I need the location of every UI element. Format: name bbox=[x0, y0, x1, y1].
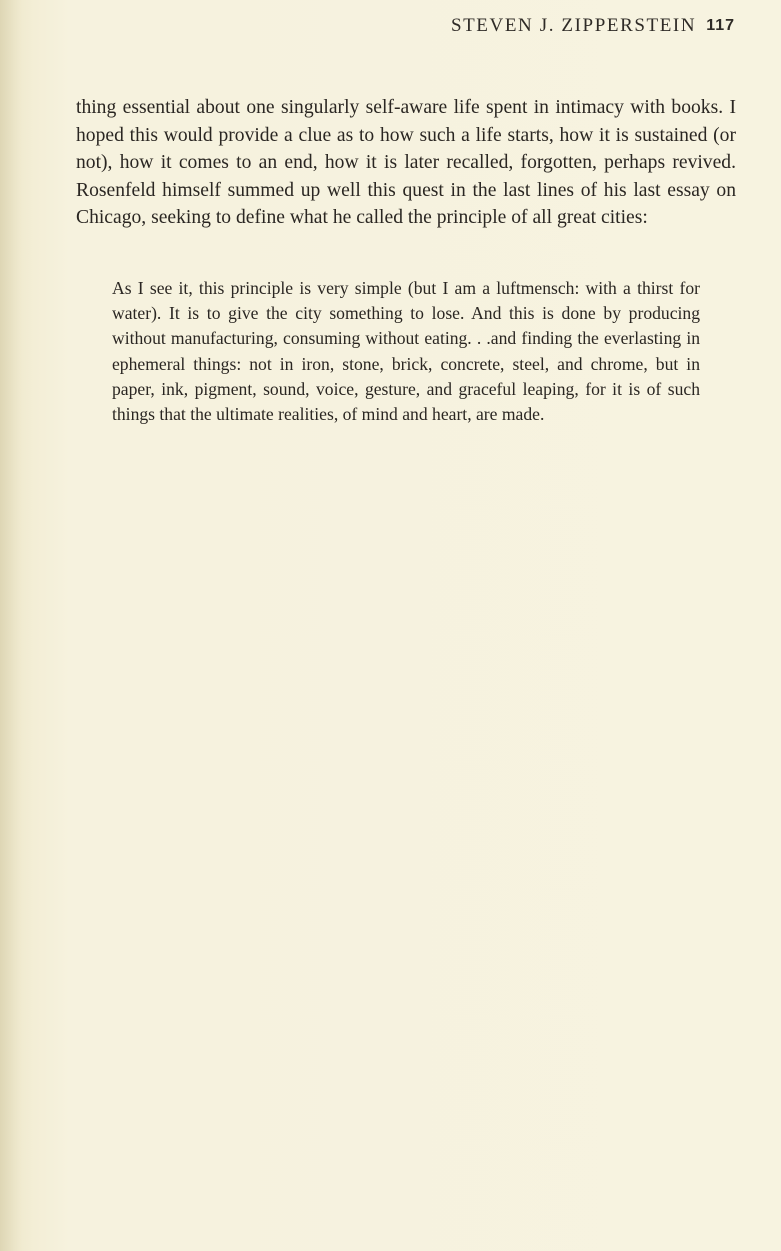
page-number: 117 bbox=[706, 17, 735, 34]
running-head bbox=[451, 15, 735, 37]
gutter-shadow bbox=[0, 0, 22, 1251]
block-quote: As I see it, this principle is very simple (but I am a luftmensch: with a thirst for water). It is to give the city something to lose. And this is done by producing without manufacturing, consuming without eating. . .and finding the everlasting in ephemeral things: not in iron, stone, brick, concrete, steel, and chrome, but in paper, ink, pigment, sound, voice, gesture, and graceful leaping, for it is of such things that the ultimate realities, of mind and heart, are made. bbox=[112, 278, 700, 425]
body-paragraph: thing essential about one singularly self-aware life spent in intimacy with books. I hoped this would provide a clue as to how such a life starts, how it is sustained (or not), how it comes to an end, how it is later recalled, forgotten, perhaps revived. Rosenfeld himself summed up well this quest in the last lines of his last essay on Chicago, seeking to define what he called the principle of all great cities: bbox=[76, 97, 736, 228]
running-head-author: STEVEN J. ZIPPERSTEIN bbox=[450, 15, 697, 36]
